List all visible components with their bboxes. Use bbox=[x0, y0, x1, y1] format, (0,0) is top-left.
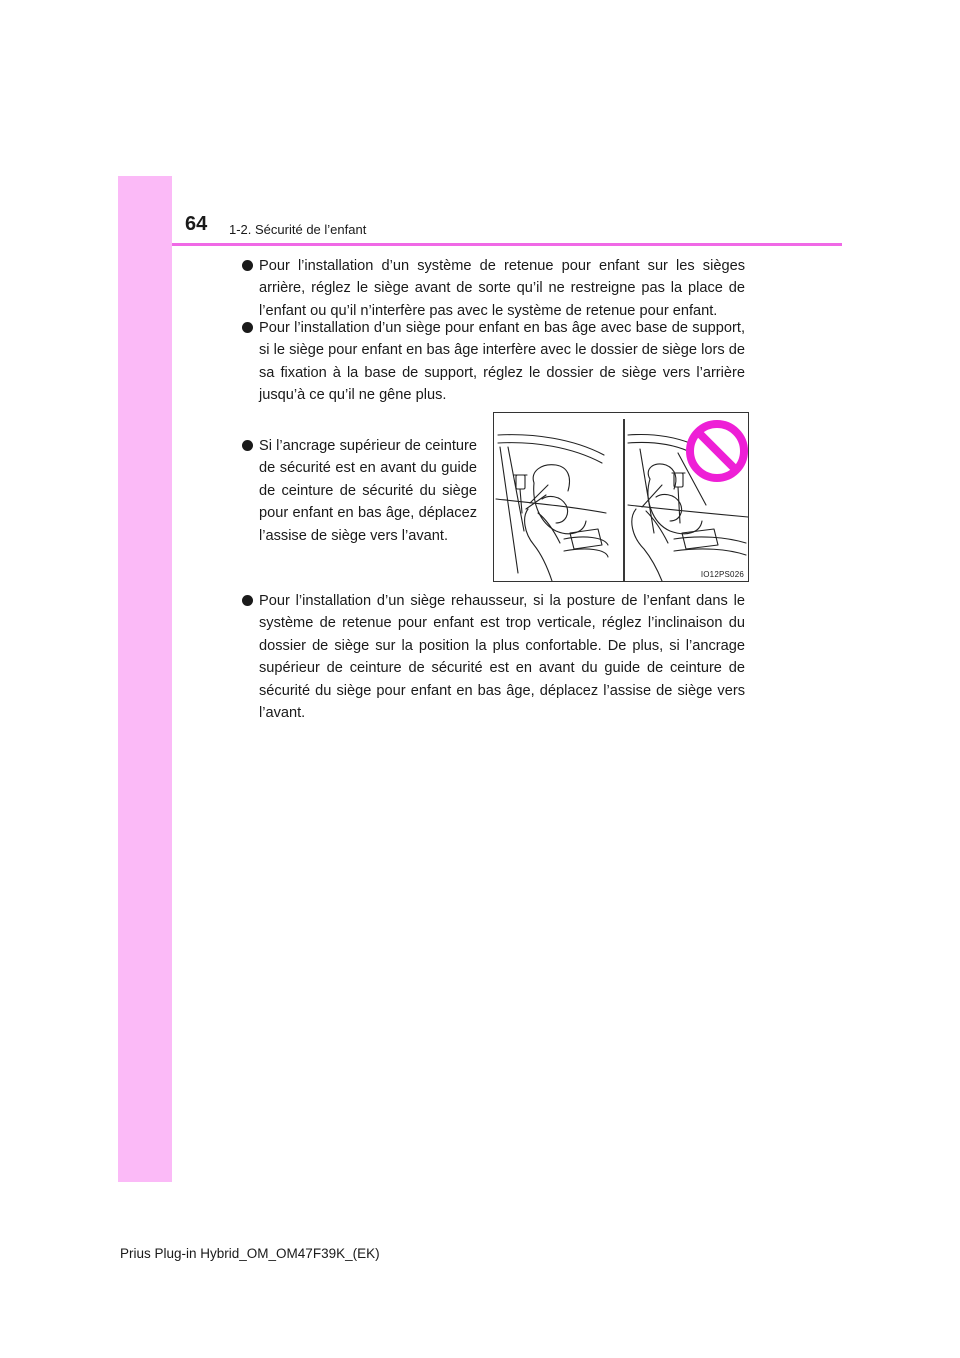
bullet-text: Pour l’installation d’un siège rehausseur, si la posture de l’enfant dans le système de retenue pour enfant est trop verticale, réglez l’inclinaison du dossier de siège sur la position la plus confortable. De plus, si l’ancrage supérieur de ceinture de sécurité est en avant du guide de ceinture de sécurité du siège pour enfant en bas âge, déplacez l’assise de siège vers l’avant. bbox=[259, 593, 745, 722]
bullet-text: Pour l’installation d’un système de retenue pour enfant sur les sièges arrière, réglez le siège avant de sorte qu’il ne restreigne pas la place de l’enfant ou qu’il n’interfère pas avec le système de retenue pour enfant. bbox=[259, 258, 745, 319]
bullet-item bbox=[242, 590, 745, 724]
header-rule bbox=[172, 243, 842, 246]
bullet-item bbox=[242, 255, 745, 322]
section-title: 1-2. Sécurité de l’enfant bbox=[229, 222, 367, 237]
seat-illustration bbox=[493, 412, 749, 582]
page-number: 64 bbox=[185, 213, 208, 235]
footer-document-id: Prius Plug-in Hybrid_OM_OM47F39K_(EK) bbox=[120, 1246, 380, 1261]
bullet-item bbox=[242, 317, 745, 407]
prohibited-icon bbox=[690, 424, 744, 478]
bullet-item bbox=[242, 435, 477, 547]
bullet-text: Si l’ancrage supérieur de ceinture de sécurité est en avant du guide de ceinture de sécurité du siège pour enfant en bas âge, déplacez l’assise de siège vers l’avant. bbox=[259, 438, 477, 544]
figure-code: IO12PS026 bbox=[700, 570, 744, 579]
bullet-dot bbox=[242, 595, 253, 606]
bullet-dot bbox=[242, 440, 253, 451]
side-tab-bar bbox=[118, 176, 172, 1182]
bullet-text: Pour l’installation d’un siège pour enfant en bas âge avec base de support, si le siège pour enfant en bas âge interfère avec le dossier de siège lors de sa fixation à la base de support, réglez le dossier de siège vers l’arrière jusqu’à ce qu’il ne gêne plus. bbox=[259, 320, 745, 404]
seat-illustration-drawing bbox=[494, 413, 749, 582]
bullet-dot bbox=[242, 260, 253, 271]
bullet-dot bbox=[242, 322, 253, 333]
